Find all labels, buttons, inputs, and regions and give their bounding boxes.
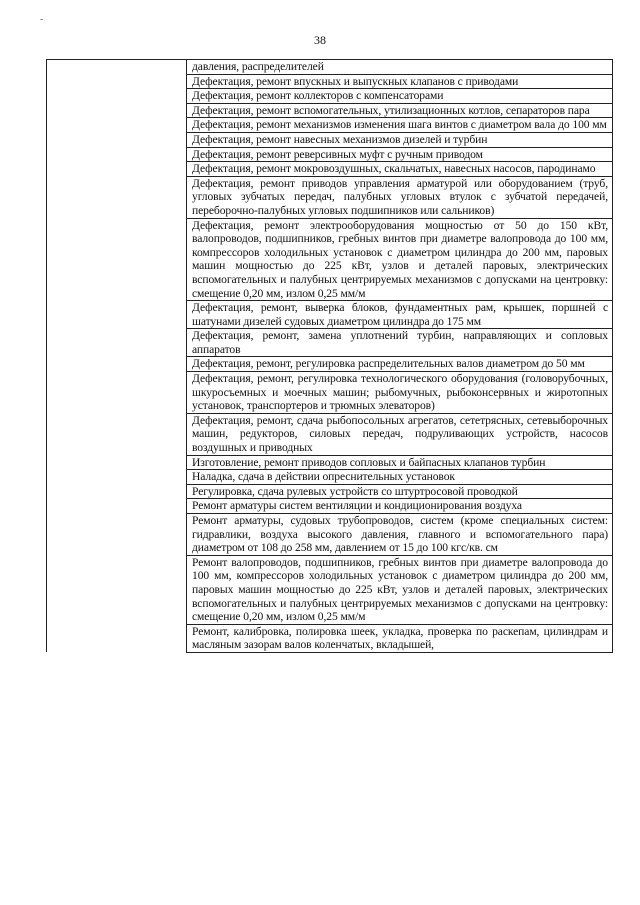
work-description-cell: Дефектация, ремонт вспомогательных, утилизационных котлов, сепараторов пара xyxy=(187,103,613,118)
work-description-cell: Регулировка, сдача рулевых устройств со штуртросовой проводкой xyxy=(187,484,613,499)
work-description-cell: Дефектация, ремонт, замена уплотнений турбин, направляющих и сопловых аппаратов xyxy=(187,329,613,357)
work-description-cell: Ремонт арматуры систем вентиляции и кондиционирования воздуха xyxy=(187,499,613,514)
work-description-cell: Ремонт валопроводов, подшипников, гребных винтов при диаметре валопровода до 100 мм, компрессоров холодильных установок с диаметром цилиндра до 200 мм, паровых машин мощностью до 225 кВт, узлов и деталей паровых, электрических вспомогательных и палубных центрируемых механизмов с допусками на центровку: смещение 0,20 мм, излом 0,25 мм/м xyxy=(187,555,613,624)
left-column-cell xyxy=(47,60,187,653)
work-description-cell: Дефектация, ремонт реверсивных муфт с ручным приводом xyxy=(187,147,613,162)
work-description-cell: Дефектация, ремонт приводов управления арматурой или оборудованием (труб, угловых зубчатых передач, палубных угловых втулок с зубчатой передачей, переборочно-палубных угловых подшипников или сальников) xyxy=(187,176,613,218)
work-description-cell: Дефектация, ремонт, выверка блоков, фундаментных рам, крышек, поршней с шатунами дизелей судовых диаметром цилиндра до 175 мм xyxy=(187,301,613,329)
corner-mark: - xyxy=(40,14,44,25)
work-description-cell: Дефектация, ремонт, сдача рыбопосольных агрегатов, сететрясных, сетевыборочных машин, редукторов, силовых передач, подруливающих устройств, насосов воздушных и приводных xyxy=(187,413,613,455)
work-description-cell: Наладка, сдача в действии опреснительных установок xyxy=(187,470,613,485)
work-description-cell: давления, распределителей xyxy=(187,60,613,75)
work-description-cell: Дефектация, ремонт механизмов изменения шага винтов с диаметром вала до 100 мм xyxy=(187,118,613,133)
work-description-cell: Дефектация, ремонт, регулировка технологического оборудования (головорубочных, шкуросъемных и моечных машин; рыбомучных, рыбоконсервных и жиротопных установок, транспортеров и трюмных элеваторов) xyxy=(187,372,613,414)
work-description-cell: Дефектация, ремонт мокровоздушных, скальчатых, навесных насосов, пародинамо xyxy=(187,162,613,177)
work-description-cell: Дефектация, ремонт, регулировка распределительных валов диаметром до 50 мм xyxy=(187,357,613,372)
work-list-table xyxy=(46,59,613,653)
work-description-cell: Ремонт арматуры, судовых трубопроводов, систем (кроме специальных систем: гидравлики, воздуха высокого давления, главного и вспомогательного пара) диаметром от 108 до 258 мм, давлением от 15 до 100 кгс/кв. см xyxy=(187,514,613,556)
work-description-cell: Дефектация, ремонт впускных и выпускных клапанов с приводами xyxy=(187,74,613,89)
table-row xyxy=(47,60,613,75)
work-description-cell: Дефектация, ремонт коллекторов с компенсаторами xyxy=(187,89,613,104)
work-description-cell: Изготовление, ремонт приводов сопловых и байпасных клапанов турбин xyxy=(187,455,613,470)
work-description-cell: Дефектация, ремонт электрооборудования мощностью от 50 до 150 кВт, валопроводов, подшипников, гребных винтов при диаметре валопровода до 100 мм, компрессоров холодильных установок с диаметром цилиндра до 200 мм, паровых машин мощностью до 225 кВт, узлов и деталей паровых, электрических вспомогательных и палубных центрируемых механизмов с допусками на центровку: смещение 0,20 мм, излом 0,25 мм/м xyxy=(187,218,613,301)
work-description-cell: Ремонт, калибровка, полировка шеек, укладка, проверка по раскепам, цилиндрам и масляным зазорам валов коленчатых, вкладышей, xyxy=(187,624,613,652)
work-description-cell: Дефектация, ремонт навесных механизмов дизелей и турбин xyxy=(187,132,613,147)
page-number: 38 xyxy=(314,33,326,47)
